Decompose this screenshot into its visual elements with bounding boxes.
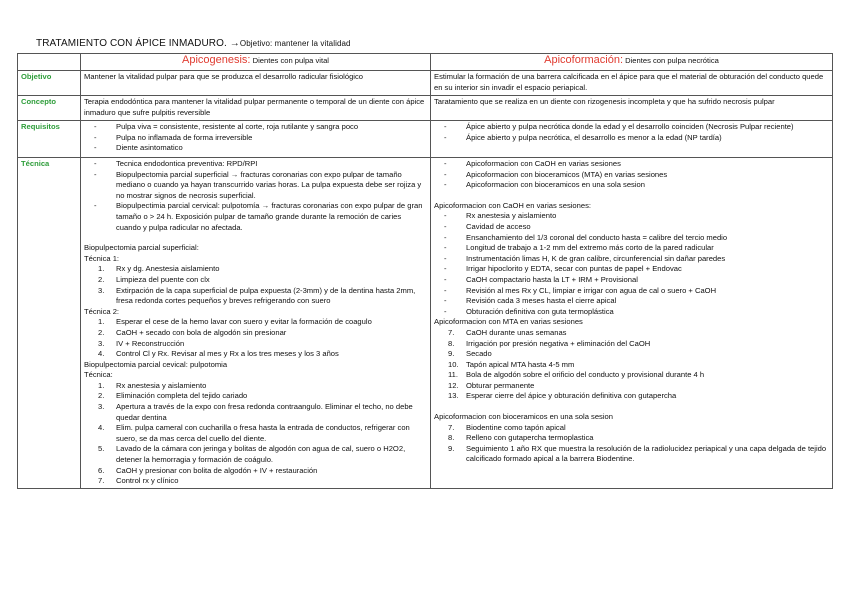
technique-title: Técnica 2:	[84, 306, 120, 316]
concepto-right: Taratamiento que se realiza en un diente con rizogenesis incompleta y que ha sufrido necrosis pulpar	[431, 96, 833, 121]
technique-title: Técnica 1:	[84, 253, 120, 263]
tecnica-left	[81, 158, 431, 489]
list-item: - CaOH compactario hasta la LT + IRM + Provisional	[434, 275, 829, 286]
document-title	[36, 38, 351, 49]
spacer	[434, 191, 829, 201]
arrow-icon: →	[229, 38, 240, 49]
list-item: 13. Esperar cierre del ápice y obturación definitiva con gutapercha	[448, 391, 677, 401]
apicogenesis-name: Apicogenesis:	[181, 54, 251, 66]
tecnica-right-bullets	[434, 159, 829, 191]
list-item: - Instrumentación limas H, K de gran calibre, circunferencial sin dañar paredes	[434, 254, 829, 265]
list-item: - Irrigar hipoclorito y EDTA, secar con puntas de papel + Endovac	[434, 264, 829, 275]
requisitos-left	[81, 121, 431, 158]
list-item: 11. Bola de algodón sobre el orificio del conducto y provisional durante 4 h	[448, 370, 705, 380]
objetivo-right: Estimular la formación de una barrera calcificada en el ápice para que el material de obturación del conducto quede en su interior sin invadir el espacio periapical.	[431, 71, 833, 96]
title-main: TRATAMIENTO CON ÁPICE INMADURO.	[36, 38, 227, 49]
list-item: - Revisión al mes Rx y CL, limpiar e irrigar con agua de cal o suero + CaOH	[434, 286, 829, 297]
list-item: - Revisión cada 3 meses hasta el cierre apical	[434, 296, 829, 307]
list-item: 5. Lavado de la cámara con jeringa y bolitas de algodón con agua de cal, suero o H2O2, detener la hemorragia y formación de coágulo.	[98, 444, 406, 465]
mta-steps	[434, 328, 829, 402]
label-objetivo: Objetivo	[18, 71, 81, 96]
treatment-table	[17, 53, 833, 489]
list-item: 1. Rx anestesia y aislamiento	[98, 380, 207, 390]
apicoformacion-name: Apicoformación:	[544, 54, 624, 66]
list-item: - Pulpa no inflamada de forma irreversible	[84, 133, 427, 144]
row-requisitos	[18, 121, 833, 158]
list-item: - Ápice abierto y pulpa necrótica donde la edad y el desarrollo coinciden (Necrosis Pulpar reciente)	[434, 122, 829, 133]
row-tecnica	[18, 158, 833, 489]
apicogenesis-detail: Dientes con pulpa vital	[250, 56, 329, 65]
list-item: - Obturación definitiva con guta termoplástica	[434, 307, 829, 318]
concepto-left: Terapia endodóntica para mantener la vitalidad pulpar permanente o temporal de un diente con ápice inmaduro que sufre pulpitis reversible	[81, 96, 431, 121]
list-item: - Diente asintomatico	[84, 143, 427, 154]
list-item: 8. Irrigación por presión negativa + eliminación del CaOH	[448, 338, 651, 348]
title-objective: Objetivo: mantener la vitalidad	[239, 39, 351, 48]
list-item: - Ensanchamiento del 1/3 coronal del conducto hasta = calibre del tercio medio	[434, 233, 829, 244]
list-item: - Apicoformacion con bioceramicos (MTA) en varias sesiones	[434, 170, 829, 181]
list-item: 9. Seguimiento 1 año RX que muestra la resolución de la radiolucidez periapical y una capa delgada de tejido calcificado formado apical a la barrera Biodentine.	[448, 443, 827, 464]
list-item: 2. CaOH + secado con bola de algodón sin presionar	[98, 327, 287, 337]
list-item: - Ápice abierto y pulpa necrótica, el desarrollo es menor a la edad (NP tardía)	[434, 133, 829, 144]
list-item: - Rx anestesia y aislamiento	[434, 211, 829, 222]
list-item: 1. Esperar el cese de la hemo lavar con suero y evitar la formación de coagulo	[98, 317, 372, 327]
header-apicoformacion	[431, 54, 833, 71]
list-item: - Pulpa viva = consistente, resistente al corte, roja rutilante y sangra poco	[84, 122, 427, 133]
header-apicogenesis	[81, 54, 431, 71]
section-title: Apicoformacion con MTA en varias sesiones	[434, 317, 583, 327]
section-title: Biopulpectomia parcial cevical: pulpotomia	[84, 359, 228, 369]
list-item: 3. Extirpación de la capa superficial de pulpa expuesta (2-3mm) y de la dentina hasta 2mm, fresa redonda cortes pequeños y breves refrigerando con suero	[98, 285, 416, 306]
section-title: Biopulpectomia parcial superficial:	[84, 243, 199, 253]
spacer	[434, 402, 829, 412]
list-item: 6. CaOH y presionar con bolita de algodón + IV + restauración	[98, 465, 318, 475]
bioceramic-steps	[434, 423, 829, 465]
label-requisitos: Requisitos	[18, 121, 81, 158]
list-item: 4. Control Cl y Rx. Revisar al mes y Rx a los tres meses y los 3 años	[98, 349, 339, 359]
tecnica-left-bullets	[84, 159, 427, 233]
label-tecnica: Técnica	[18, 158, 81, 489]
corner-cell	[18, 54, 81, 71]
list-item: - Biopulpectimia parcial cervical: pulpotomía → fracturas coronarias con expo pulpar de gran tamaño o > 24 h. Exposición pulpar de tamaño grande durante la remoción de caries cuando y pulpa radicular no afectada.	[84, 201, 427, 233]
section-title: Apicoformacion con bioceramicos en una sola sesion	[434, 412, 613, 422]
list-item: 8. Relleno con gutapercha termoplastica	[448, 433, 594, 443]
list-item: 2. Limpieza del puente con clx	[98, 274, 210, 284]
section-title: Apicoformacion con CaOH en varias sesiones:	[434, 200, 592, 210]
list-item: 3. Apertura a través de la expo con fresa redonda contraangulo. Eliminar el techo, no debe quedar dentina	[98, 402, 413, 422]
objetivo-left: Mantener la vitalidad pulpar para que se produzca el desarrollo radicular fisiológico	[81, 71, 431, 96]
label-concepto: Concepto	[18, 96, 81, 121]
list-item: 7. Control rx y clínico	[98, 476, 179, 486]
requisitos-left-list	[84, 122, 427, 154]
list-item: - Apicoformacion con bioceramicos en una sola sesion	[434, 180, 829, 191]
list-item: 12. Obturar permanente	[448, 380, 535, 390]
list-item: 3. IV + Reconstrucción	[98, 338, 185, 348]
list-item: 10. Tapón apical MTA hasta 4-5 mm	[448, 359, 575, 369]
list-item: - Longitud de trabajo a 1-2 mm del extremo más corto de la pared radicular	[434, 243, 829, 254]
list-item: 2. Eliminación completa del tejido cariado	[98, 391, 248, 401]
header-row	[18, 54, 833, 71]
technique3-steps	[84, 381, 427, 487]
list-item: - Tecnica endodontica preventiva: RPD/RPI	[84, 159, 427, 170]
technique-title: Técnica:	[84, 370, 113, 380]
list-item: 7. Biodentine como tapón apical	[448, 422, 566, 432]
row-objetivo	[18, 71, 833, 96]
list-item: 1. Rx y dg. Anestesia aislamiento	[98, 264, 220, 274]
list-item: - Biopulpectomia parcial superficial → fracturas coronarias con expo pulpar de tamaño mediano o cuando ya hayan transcurrido varias horas. La pulpa expuesta debe ser rojiza y no mostrar signos de necrosis superficial.	[84, 170, 427, 202]
technique2-steps	[84, 317, 427, 359]
requisitos-right-list	[434, 122, 829, 143]
list-item: 7. CaOH durante unas semanas	[448, 327, 567, 337]
apicoformacion-detail: Dientes con pulpa necrótica	[623, 56, 719, 65]
tecnica-right	[431, 158, 833, 489]
list-item: 9. Secado	[448, 349, 492, 359]
caoh-steps	[434, 211, 829, 317]
technique1-steps	[84, 264, 427, 306]
requisitos-right	[431, 121, 833, 158]
spacer	[84, 233, 427, 243]
list-item: 4. Elim. pulpa cameral con cucharilla o fresa hasta la entrada de conductos, refrigerar con suero, se da mas cerca del cuello del diente.	[98, 423, 410, 443]
list-item: - Apicoformacion con CaOH en varias sesiones	[434, 159, 829, 170]
list-item: - Cavidad de acceso	[434, 222, 829, 233]
row-concepto	[18, 96, 833, 121]
